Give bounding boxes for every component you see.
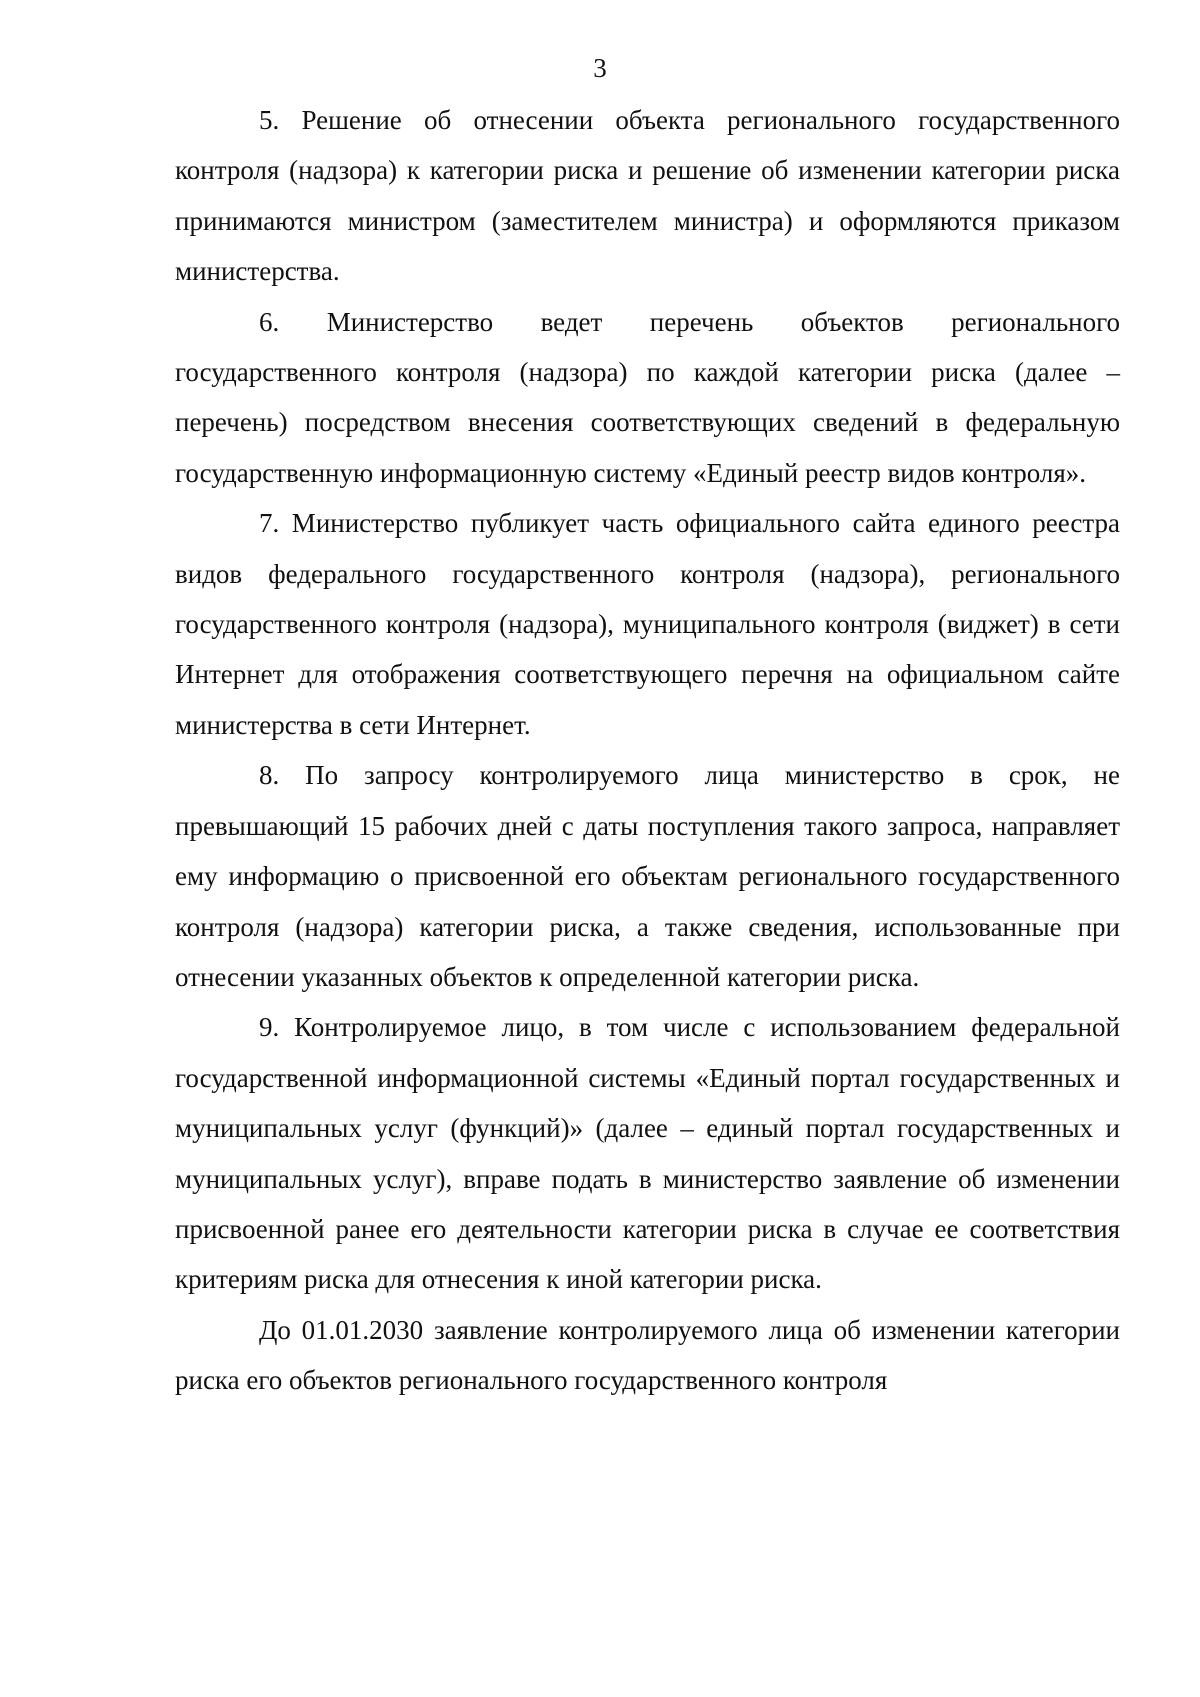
paragraph-7: 7. Министерство публикует часть официального сайта единого реестра видов федерального государственного контроля (надзора), регионального государственного контроля (надзора), муниципального контроля (виджет) в сети Интернет для отображения соответствующего перечня на официальном сайте министерства в сети Интернет.	[175, 508, 1120, 740]
document-body	[175, 95, 1120, 1406]
page-number: 3	[593, 53, 607, 83]
paragraph-9: 9. Контролируемое лицо, в том числе с использованием федеральной государственной информационной системы «Единый портал государственных и муниципальных услуг (функций)» (далее – единый портал государственных и муниципальных услуг), вправе подать в министерство заявление об изменении присвоенной ранее его деятельности категории риска в случае ее соответствия критериям риска для отнесения к иной категории риска.	[175, 1012, 1120, 1295]
paragraph-6: 6. Министерство ведет перечень объектов регионального государственного контроля (надзора) по каждой категории риска (далее – перечень) посредством внесения соответствующих сведений в федеральную государственную информационную систему «Единый реестр видов контроля».	[175, 306, 1120, 488]
paragraph-8: 8. По запросу контролируемого лица министерство в срок, не превышающий 15 рабочих дней с даты поступления такого запроса, направляет ему информацию о присвоенной его объектам регионального государственного контроля (надзора) категории риска, а также сведения, использованные при отнесении указанных объектов к определенной категории риска.	[175, 760, 1120, 992]
paragraph-deadline: До 01.01.2030 заявление контролируемого лица об изменении категории риска его объектов регионального государственного контроля	[175, 1314, 1120, 1396]
paragraph-5: 5. Решение об отнесении объекта регионального государственного контроля (надзора) к категории риска и решение об изменении категории риска принимаются министром (заместителем министра) и оформляются приказом министерства.	[175, 105, 1120, 287]
